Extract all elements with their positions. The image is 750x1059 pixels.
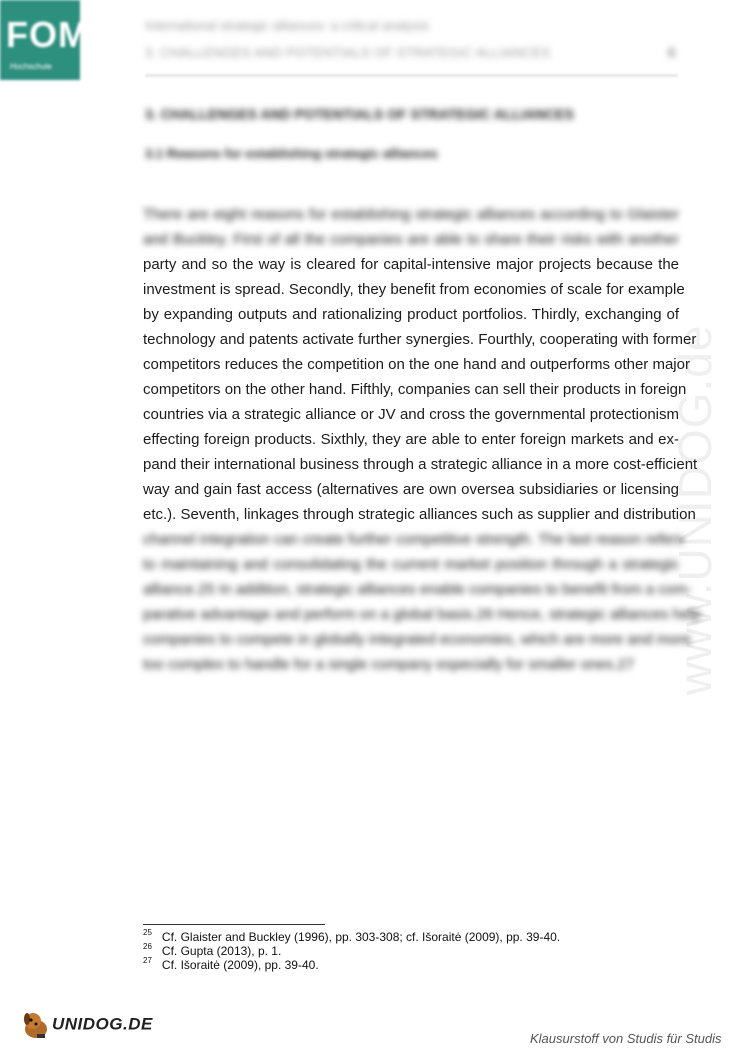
paragraph-line: parative advantage and perform on a global basis.26 Hence, strategic alliances help bbox=[143, 606, 701, 623]
footnote-number: 25 bbox=[143, 928, 152, 937]
footer-tagline: Klausurstoff von Studis für Studis bbox=[530, 1031, 722, 1046]
footnote-26 bbox=[143, 944, 281, 958]
dog-icon bbox=[22, 1010, 50, 1040]
header-section: 3. CHALLENGES AND POTENTIALS OF STRATEGIC ALLIANCES bbox=[145, 45, 551, 60]
paragraph-line: technology and patents activate further synergies. Fourthly, cooperating with former bbox=[143, 331, 697, 348]
paragraph-line: to maintaining and consolidating the current market position through a strategic bbox=[143, 556, 679, 573]
paragraph-line: competitors on the other hand. Fifthly, companies can sell their products in foreign bbox=[143, 381, 687, 398]
fom-logo-subtext: Hochschule bbox=[10, 62, 52, 71]
paragraph-line: There are eight reasons for establishing strategic alliances according to Glaister bbox=[143, 206, 679, 223]
paragraph-line: and Buckley. First of all the companies are able to share their risks with another bbox=[143, 231, 679, 248]
paragraph-line: by expanding outputs and rationalizing product portfolios. Thirdly, exchanging of bbox=[143, 306, 679, 323]
unidog-logo-text: UNIDOG.DE bbox=[52, 1014, 153, 1034]
paragraph-line: countries via a strategic alliance or JV and cross the governmental protectionism bbox=[143, 406, 679, 423]
paragraph-line: companies to compete in globally integrated economies, which are more and more bbox=[143, 631, 691, 648]
header-divider bbox=[145, 75, 678, 76]
footnote-rule bbox=[143, 924, 325, 925]
paragraph-line: channel integration can create further competitive strength. The last reason refers bbox=[143, 531, 684, 548]
paragraph-line: effecting foreign products. Sixthly, they are able to enter foreign markets and ex- bbox=[143, 431, 679, 448]
paragraph-line: way and gain fast access (alternatives are own oversea subsidiaries or licensing bbox=[143, 481, 679, 498]
watermark-text: www.UNIDOG.de bbox=[669, 324, 721, 696]
footnote-27 bbox=[143, 958, 319, 972]
footnote-text: Cf. Glaister and Buckley (1996), pp. 303-308; cf. Išoraitė (2009), pp. 39-40. bbox=[161, 930, 561, 944]
unidog-logo bbox=[22, 1010, 153, 1040]
chapter-heading: 3. CHALLENGES AND POTENTIALS OF STRATEGIC ALLIANCES bbox=[145, 106, 574, 122]
section-heading: 3.1 Reasons for establishing strategic alliances bbox=[145, 146, 438, 161]
footnote-number: 27 bbox=[143, 956, 152, 965]
paragraph-line: competitors reduces the competition on the one hand and outperforms other major bbox=[143, 356, 690, 373]
footnote-number: 26 bbox=[143, 942, 152, 951]
paragraph-line: party and so the way is cleared for capital-intensive major projects because the bbox=[143, 256, 679, 273]
paragraph-line: alliance.25 In addition, strategic alliances enable companies to benefit from a com- bbox=[143, 581, 692, 598]
footnote-text: Cf. Gupta (2013), p. 1. bbox=[161, 944, 282, 958]
footnote-25 bbox=[143, 930, 560, 944]
paragraph-line: pand their international business through a strategic alliance in a more cost-efficient bbox=[143, 456, 698, 473]
page-number: 6 bbox=[668, 45, 676, 60]
header-doc-title: International strategic alliances: a critical analysis bbox=[145, 18, 429, 33]
fom-logo bbox=[0, 0, 89, 80]
paragraph-line: too complex to handle for a single company especially for smaller ones.27 bbox=[143, 656, 635, 673]
paragraph-line: etc.). Seventh, linkages through strategic alliances such as supplier and distribution bbox=[143, 506, 696, 523]
footnote-text: Cf. Išoraitė (2009), pp. 39-40. bbox=[161, 958, 319, 972]
paragraph-line: investment is spread. Secondly, they benefit from economies of scale for example bbox=[143, 281, 685, 298]
fom-logo-text: FOM bbox=[6, 14, 89, 55]
